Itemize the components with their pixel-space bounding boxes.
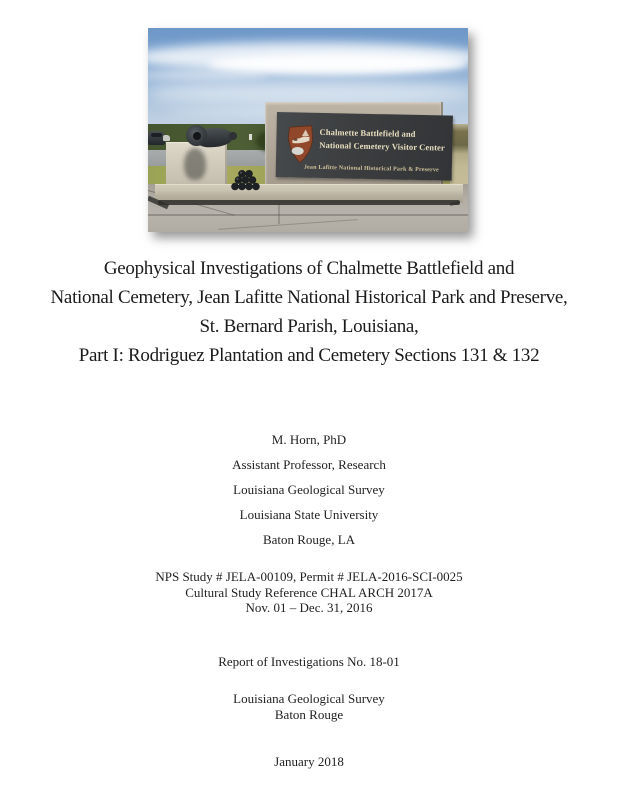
author-name: M. Horn, PhD [271, 432, 347, 447]
slab-shadow [158, 200, 460, 205]
author-block [0, 427, 618, 552]
title-line: Geophysical Investigations of Chalmette Battlefield and [103, 258, 515, 279]
car-window [151, 133, 162, 137]
pavement-joint [148, 214, 468, 216]
study-info-block [0, 569, 618, 616]
sign-subtitle: Jean Lafitte National Historical Park & Preserve [303, 164, 440, 174]
study-permit-line: NPS Study # JELA-00109, Permit # JELA-2016-SCI-0025 [155, 569, 463, 584]
publisher-name: Louisiana Geological Survey [233, 691, 385, 706]
author-affiliation: Louisiana State University [239, 507, 379, 522]
author-role: Assistant Professor, Research [232, 457, 386, 472]
title-line: St. Bernard Parish, Louisiana, [199, 316, 419, 337]
cover-photo [148, 28, 468, 232]
cannonball-stack [230, 165, 262, 191]
field-horizon [450, 124, 468, 186]
cannon-bore [193, 132, 201, 140]
nps-arrowhead-icon [286, 124, 315, 164]
sign-title-line1: Chalmette Battlefield and [319, 126, 416, 139]
visitor-center-sign [276, 112, 453, 181]
sign-title-line2: National Cemetery Visitor Center [319, 139, 445, 153]
publisher-city: Baton Rouge [274, 706, 344, 722]
author-affiliation: Louisiana Geological Survey [233, 482, 385, 497]
cannon-cascabel [229, 132, 237, 140]
study-reference-line: Cultural Study Reference CHAL ARCH 2017A [185, 584, 433, 600]
title-line: National Cemetery, Jean Lafitte National Historical Park and Preserve, [50, 287, 568, 308]
report-number: Report of Investigations No. 18-01 [218, 654, 400, 669]
title-line: Part I: Rodriguez Plantation and Cemetery Sections 131 & 132 [78, 345, 540, 366]
publication-date: January 2018 [274, 754, 344, 769]
distant-sign [249, 134, 252, 140]
parked-car [163, 135, 170, 141]
study-date-range: Nov. 01 – Dec. 31, 2016 [245, 600, 373, 615]
cannon-shadow [184, 148, 206, 180]
report-title [0, 254, 618, 370]
publisher-block [0, 691, 618, 722]
author-location: Baton Rouge, LA [262, 532, 356, 547]
